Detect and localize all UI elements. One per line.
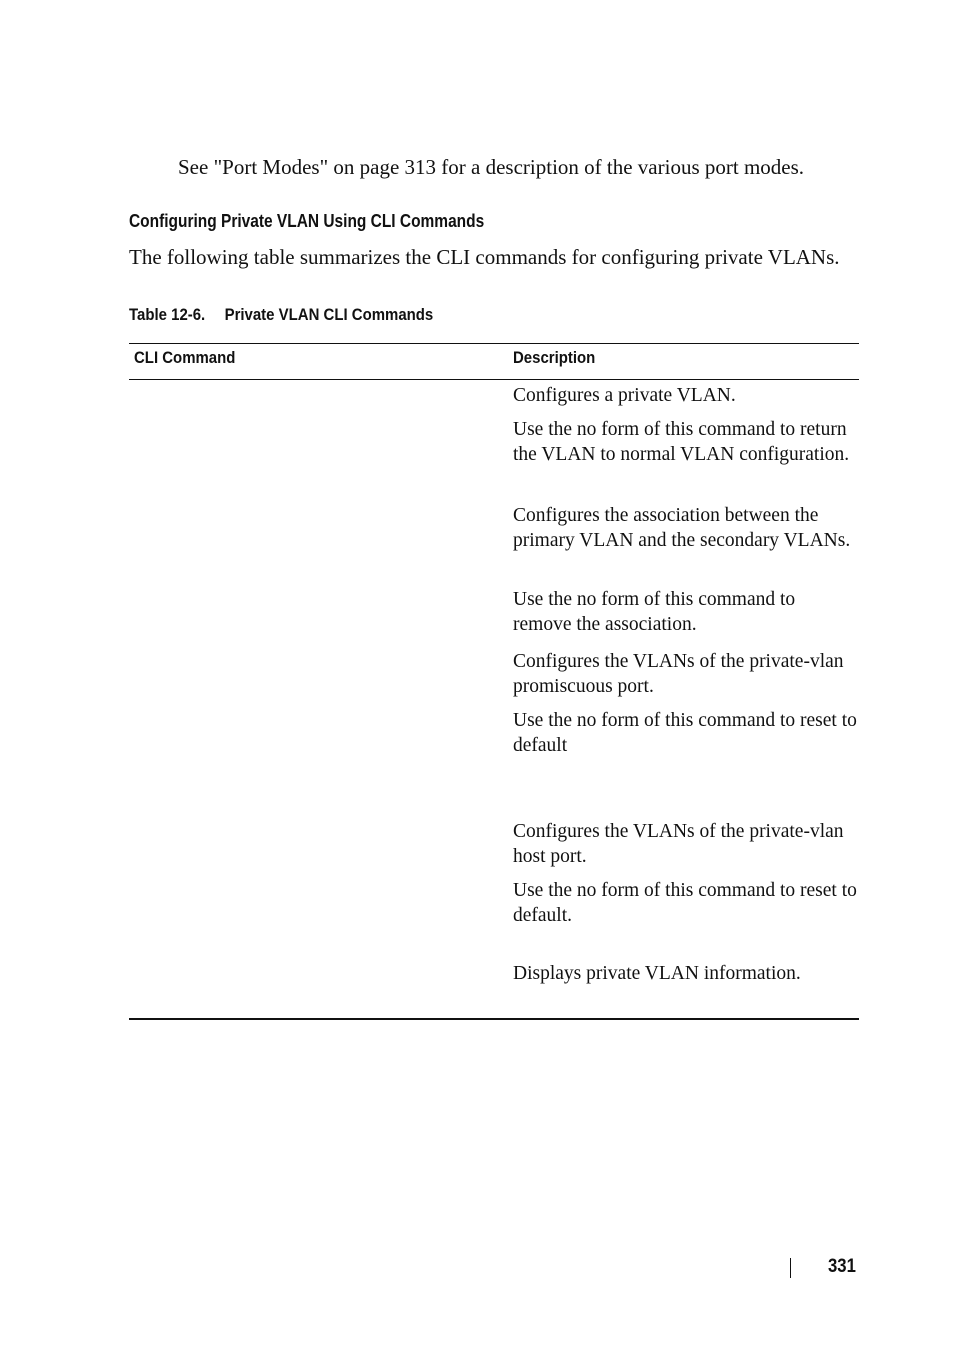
table-header-rule bbox=[129, 379, 859, 380]
table-caption-number: Table 12-6. bbox=[129, 305, 206, 324]
row-description: Configures a private VLAN. bbox=[513, 385, 736, 406]
table-top-rule bbox=[129, 343, 859, 344]
page-number: 331 bbox=[828, 1256, 856, 1277]
page-number-divider bbox=[790, 1258, 791, 1278]
row-description: Use the no form of this command to return the VLAN to normal VLAN configuration. bbox=[513, 419, 850, 465]
intro-paragraph: See "Port Modes" on page 313 for a description of the various port modes. bbox=[178, 155, 805, 179]
table-bottom-rule bbox=[129, 1018, 859, 1020]
row-description: Configures the VLANs of the private-vlan promiscuous port. bbox=[513, 651, 844, 697]
body-paragraph: The following table summarizes the CLI commands for configuring private VLANs. bbox=[129, 245, 840, 269]
column-header-description: Description bbox=[513, 348, 596, 367]
table-caption bbox=[129, 303, 433, 327]
column-header-cli-command: CLI Command bbox=[134, 348, 236, 367]
row-description: Use the no form of this command to reset to default bbox=[513, 710, 857, 756]
row-description: Configures the association between the primary VLAN and the secondary VLANs. bbox=[513, 505, 851, 551]
section-heading: Configuring Private VLAN Using CLI Commands bbox=[129, 211, 485, 231]
table-caption-title: Private VLAN CLI Commands bbox=[224, 305, 434, 324]
row-description: Configures the VLANs of the private-vlan host port. bbox=[513, 821, 844, 867]
row-description: Use the no form of this command to remove the association. bbox=[513, 589, 796, 635]
row-description: Displays private VLAN information. bbox=[513, 963, 801, 984]
row-description: Use the no form of this command to reset to default. bbox=[513, 880, 857, 926]
